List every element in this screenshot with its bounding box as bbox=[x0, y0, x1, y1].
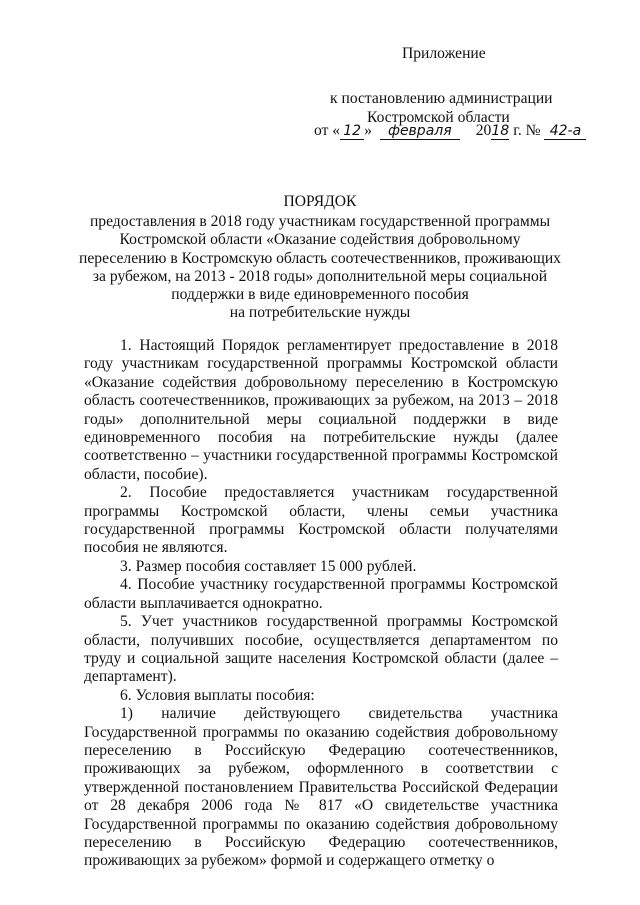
paragraph-6-1: 1) наличие действующего свидетельства участника Государственной программы по оказанию содействия добровольному переселению в Российскую Федерацию соотечественников, проживающих за рубежом, оформленного в соответствии с утвержденной постановлением Правительства Российской Федерации от 28 декабря 2006 года № 817 «О свидетельстве участника Государственной программы по оказанию содействия добровольному переселению в Российскую Федерацию соотечественников, проживающих за рубежом» формой и содержащего отметку о bbox=[84, 705, 558, 870]
appendix-title: Приложение bbox=[402, 45, 486, 62]
date-year-prefix: 20 bbox=[475, 122, 492, 139]
heading-line: Костромской области «Оказание содействия добровольному bbox=[119, 231, 521, 249]
date-year-suffix: 18 bbox=[491, 123, 510, 139]
date-number-prefix: г. № bbox=[513, 122, 541, 139]
paragraph-3: 3. Размер пособия составляет 15 000 рублей. bbox=[120, 557, 417, 575]
date-mid: » bbox=[364, 122, 372, 139]
heading-line: на потребительские нужды bbox=[229, 304, 411, 322]
heading-line: поддержки в виде единовременного пособия bbox=[171, 286, 469, 304]
date-day: 12 bbox=[340, 123, 364, 140]
appendix-block bbox=[314, 44, 630, 139]
document-body bbox=[84, 337, 558, 871]
document-heading bbox=[60, 193, 580, 322]
date-prefix: от « bbox=[314, 122, 341, 139]
heading-line: за рубежом, на 2013 - 2018 годы» дополнительной меры социальной bbox=[92, 267, 548, 285]
paragraph-5: 5. Учет участников государственной программы Костромской области, получивших пособие, осуществляется департаментом по труду и социальной защите населения Костромской области (далее – департамент). bbox=[84, 613, 558, 686]
appendix-line-1: к постановлению администрации bbox=[330, 90, 553, 107]
heading-line: предоставления в 2018 году участникам государственной программы bbox=[89, 213, 551, 231]
paragraph-6: 6. Условия выплаты пособия: bbox=[120, 686, 315, 704]
paragraph-1: 1. Настоящий Порядок регламентирует предоставление в 2018 году участникам государственной программы Костромской области «Оказание содействия добровольному переселению в Костромскую область соотечественников, проживающих за рубежом, на 2013 – 2018 годы» дополнительной меры социальной поддержки в виде единовременного пособия на потребительские нужды (далее соответственно – участники государственной программы Костромской области, пособие). bbox=[84, 337, 558, 483]
appendix-date-line bbox=[314, 121, 640, 140]
date-number: 42-а bbox=[544, 123, 586, 140]
appendix-line-2: Костромской области bbox=[367, 109, 510, 126]
document-title: ПОРЯДОК bbox=[283, 193, 357, 210]
paragraph-4: 4. Пособие участнику государственной программы Костромской области выплачивается однократно. bbox=[84, 576, 558, 612]
date-month: февраля bbox=[380, 123, 460, 140]
heading-line: переселению в Костромскую область соотечественников, проживающих bbox=[79, 249, 561, 267]
paragraph-2: 2. Пособие предоставляется участникам государственной программы Костромской области, члены семьи участника государственной программы Костромской области получателями пособия не являются. bbox=[84, 484, 558, 557]
